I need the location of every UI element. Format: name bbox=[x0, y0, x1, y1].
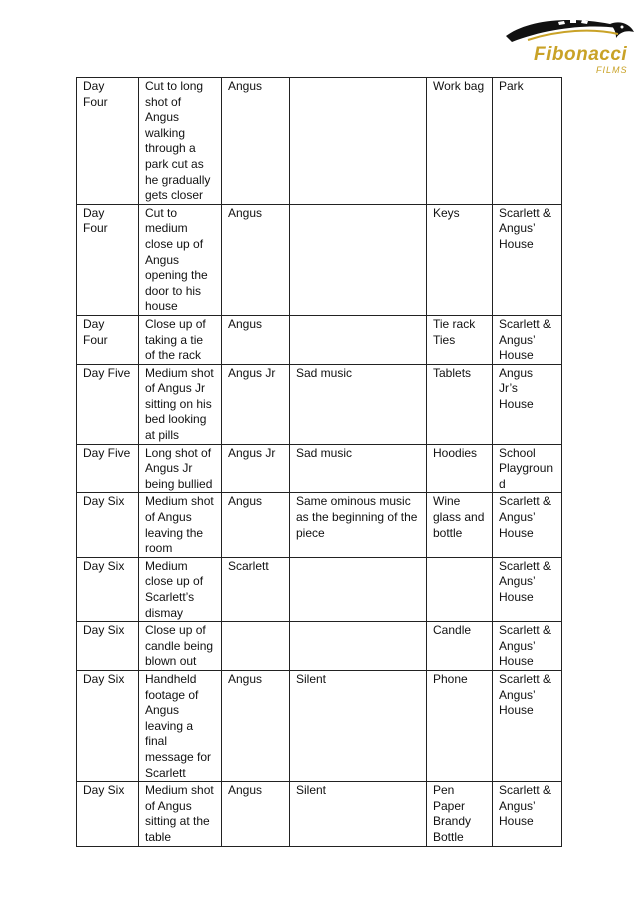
cell-day: Day Six bbox=[77, 782, 139, 846]
cell-props: Work bag bbox=[427, 78, 493, 205]
table-row bbox=[77, 364, 562, 444]
cell-location: Scarlett & Angus’ House bbox=[493, 493, 562, 557]
cell-sound: Same ominous music as the beginning of the piece bbox=[290, 493, 427, 557]
cell-day: Day Six bbox=[77, 557, 139, 621]
cell-props: Wine glass and bottle bbox=[427, 493, 493, 557]
table-row bbox=[77, 670, 562, 781]
cell-location: Scarlett & Angus’ House bbox=[493, 782, 562, 846]
cell-location: Scarlett & Angus’ House bbox=[493, 622, 562, 671]
cell-cast bbox=[222, 622, 290, 671]
cell-day: Day Four bbox=[77, 315, 139, 364]
cell-props: Candle bbox=[427, 622, 493, 671]
cell-shot: Handheld footage of Angus leaving a final message for Scarlett bbox=[139, 670, 222, 781]
table-row bbox=[77, 557, 562, 621]
cell-shot: Medium close up of Scarlett’s dismay bbox=[139, 557, 222, 621]
table-row bbox=[77, 782, 562, 846]
cell-props: Phone bbox=[427, 670, 493, 781]
cell-sound bbox=[290, 557, 427, 621]
table-row bbox=[77, 622, 562, 671]
company-logo bbox=[498, 14, 638, 78]
cell-cast: Angus bbox=[222, 204, 290, 315]
cell-props: Keys bbox=[427, 204, 493, 315]
cell-sound bbox=[290, 78, 427, 205]
cell-location: Angus Jr’s House bbox=[493, 364, 562, 444]
cell-cast: Angus bbox=[222, 782, 290, 846]
table-row bbox=[77, 493, 562, 557]
cell-shot: Medium shot of Angus leaving the room bbox=[139, 493, 222, 557]
cell-props: Tablets bbox=[427, 364, 493, 444]
cell-location: Scarlett & Angus’ House bbox=[493, 557, 562, 621]
cell-day: Day Six bbox=[77, 622, 139, 671]
cell-shot: Medium shot of Angus sitting at the table bbox=[139, 782, 222, 846]
cell-props: Tie rack Ties bbox=[427, 315, 493, 364]
cell-cast: Angus bbox=[222, 315, 290, 364]
cell-sound bbox=[290, 315, 427, 364]
cell-day: Day Six bbox=[77, 670, 139, 781]
cell-cast: Angus Jr bbox=[222, 364, 290, 444]
cell-location: School Playground bbox=[493, 444, 562, 493]
table-row bbox=[77, 204, 562, 315]
cell-props: Hoodies bbox=[427, 444, 493, 493]
cell-shot: Close up of candle being blown out bbox=[139, 622, 222, 671]
shot-list-table bbox=[76, 77, 562, 847]
logo-name: Fibonacci bbox=[534, 44, 628, 65]
cell-cast: Scarlett bbox=[222, 557, 290, 621]
cell-cast: Angus bbox=[222, 493, 290, 557]
table-row bbox=[77, 78, 562, 205]
cell-day: Day Four bbox=[77, 204, 139, 315]
cell-sound: Silent bbox=[290, 670, 427, 781]
table-row bbox=[77, 444, 562, 493]
cell-cast: Angus Jr bbox=[222, 444, 290, 493]
cell-props bbox=[427, 557, 493, 621]
logo-subtitle: FILMS bbox=[596, 65, 628, 75]
cell-cast: Angus bbox=[222, 670, 290, 781]
shot-list-body bbox=[77, 78, 562, 847]
cell-shot: Cut to medium close up of Angus opening the door to his house bbox=[139, 204, 222, 315]
cell-sound: Sad music bbox=[290, 444, 427, 493]
cell-shot: Close up of taking a tie of the rack bbox=[139, 315, 222, 364]
cell-location: Scarlett & Angus’ House bbox=[493, 315, 562, 364]
table-row bbox=[77, 315, 562, 364]
cell-day: Day Four bbox=[77, 78, 139, 205]
cell-day: Day Six bbox=[77, 493, 139, 557]
cell-location: Scarlett & Angus’ House bbox=[493, 670, 562, 781]
cell-sound: Silent bbox=[290, 782, 427, 846]
cell-sound: Sad music bbox=[290, 364, 427, 444]
cell-props: Pen Paper Brandy Bottle bbox=[427, 782, 493, 846]
cell-sound bbox=[290, 204, 427, 315]
cell-location: Park bbox=[493, 78, 562, 205]
cell-shot: Cut to long shot of Angus walking through a park cut as he gradually gets closer bbox=[139, 78, 222, 205]
cell-shot: Long shot of Angus Jr being bullied bbox=[139, 444, 222, 493]
cell-shot: Medium shot of Angus Jr sitting on his bed looking at pills bbox=[139, 364, 222, 444]
cell-day: Day Five bbox=[77, 364, 139, 444]
cell-cast: Angus bbox=[222, 78, 290, 205]
cell-day: Day Five bbox=[77, 444, 139, 493]
cell-location: Scarlett & Angus’ House bbox=[493, 204, 562, 315]
cell-sound bbox=[290, 622, 427, 671]
